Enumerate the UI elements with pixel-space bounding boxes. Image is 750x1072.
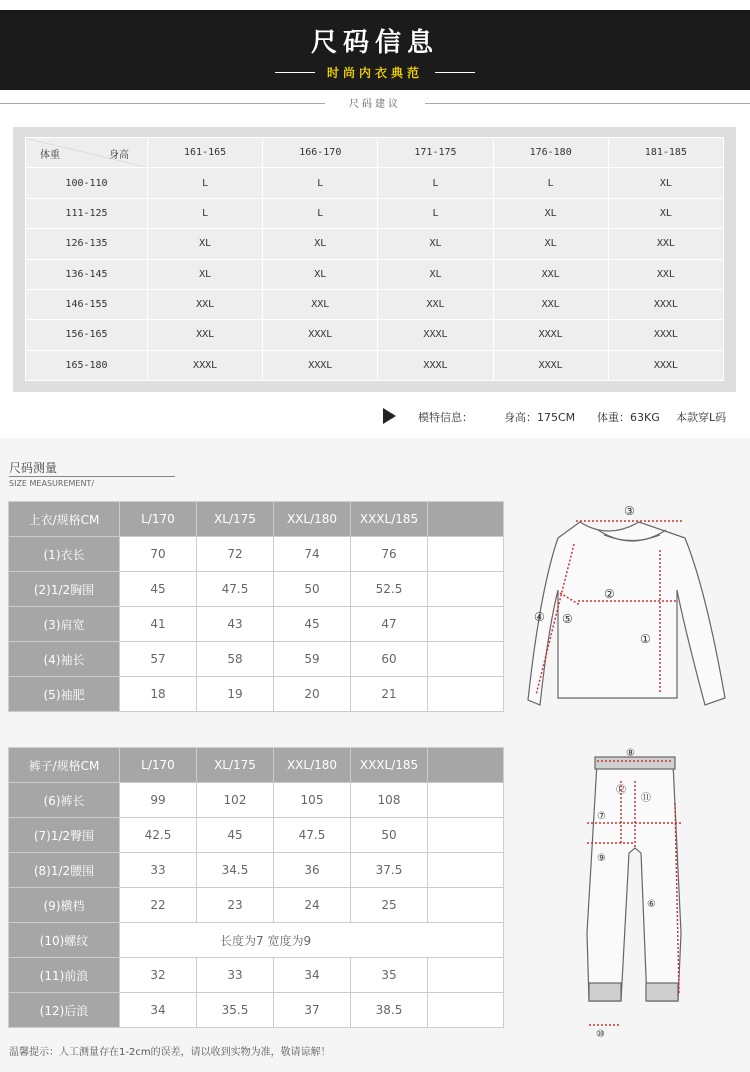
table-row (26, 168, 724, 198)
header-cell: XXL/180 (274, 502, 351, 537)
value-cell: 34.5 (197, 853, 274, 888)
label-9: ⑨ (597, 853, 606, 864)
value-cell: 20 (274, 677, 351, 712)
table-row (9, 888, 504, 923)
value-cell: 45 (197, 818, 274, 853)
table-row (26, 198, 724, 228)
table-row (9, 572, 504, 607)
value-cell: 36 (274, 853, 351, 888)
value-cell: 76 (351, 537, 428, 572)
row-label: (2)1/2胸围 (9, 572, 120, 607)
label-7: ⑦ (597, 811, 606, 822)
weight-cell: 156-165 (26, 320, 148, 350)
label-6: ⑥ (647, 899, 656, 910)
value-cell (428, 958, 504, 993)
value-cell: 37 (274, 993, 351, 1028)
row-label: (8)1/2腰围 (9, 853, 120, 888)
label-8: ⑧ (626, 748, 635, 759)
header-cell (428, 502, 504, 537)
size-cell: XL (148, 259, 263, 289)
weight-cell: 126-135 (26, 229, 148, 259)
page-subtitle: 时尚内衣典范 (326, 66, 423, 80)
size-cell: XXXL (263, 320, 378, 350)
size-cell: L (493, 168, 608, 198)
row-label: (11)前浪 (9, 958, 120, 993)
size-cell: XXL (148, 320, 263, 350)
value-cell (428, 853, 504, 888)
value-cell: 50 (351, 818, 428, 853)
value-cell: 43 (197, 607, 274, 642)
label-10: ⑩ (596, 1029, 605, 1040)
row-label: (4)袖长 (9, 642, 120, 677)
size-cell: XL (378, 229, 493, 259)
model-label: 模特信息： (418, 411, 473, 424)
model-height: 身高：175CM (504, 411, 576, 424)
table-header-row (9, 748, 504, 783)
value-cell: 21 (351, 677, 428, 712)
table-row (26, 229, 724, 259)
size-suggestion-table (25, 137, 724, 381)
size-cell: XL (493, 198, 608, 228)
size-cell: XL (493, 229, 608, 259)
value-cell (428, 607, 504, 642)
value-cell: 47 (351, 607, 428, 642)
size-cell: L (148, 198, 263, 228)
value-cell: 74 (274, 537, 351, 572)
value-cell: 102 (197, 783, 274, 818)
size-cell: XXXL (493, 320, 608, 350)
size-cell: XL (263, 259, 378, 289)
weight-cell: 146-155 (26, 289, 148, 319)
size-cell: XXXL (378, 320, 493, 350)
size-cell: L (378, 198, 493, 228)
label-3: ③ (624, 504, 635, 518)
weight-cell: 165-180 (26, 350, 148, 380)
measurement-underline (9, 476, 175, 477)
value-cell: 19 (197, 677, 274, 712)
height-col: 161-165 (148, 138, 263, 168)
height-col: 166-170 (263, 138, 378, 168)
row-label: (7)1/2臀围 (9, 818, 120, 853)
pants-measurement-table (8, 747, 504, 1028)
value-cell: 34 (120, 993, 197, 1028)
pants-diagram (575, 743, 695, 1043)
size-cell: L (263, 168, 378, 198)
value-cell: 70 (120, 537, 197, 572)
size-cell: XXL (263, 289, 378, 319)
table-row (26, 320, 724, 350)
weight-cell: 136-145 (26, 259, 148, 289)
value-cell (428, 818, 504, 853)
section-label: 尺码建议 (325, 95, 425, 110)
value-cell: 25 (351, 888, 428, 923)
row-label: (12)后浪 (9, 993, 120, 1028)
table-row (9, 853, 504, 888)
height-header: 身高 (109, 150, 129, 161)
table-row (9, 923, 504, 958)
table-row (9, 537, 504, 572)
value-cell: 105 (274, 783, 351, 818)
value-cell: 50 (274, 572, 351, 607)
row-label: (3)肩宽 (9, 607, 120, 642)
size-cell: XXXL (263, 350, 378, 380)
size-cell: L (148, 168, 263, 198)
table-row (9, 958, 504, 993)
value-cell: 41 (120, 607, 197, 642)
size-cell: XL (608, 198, 723, 228)
size-cell: L (378, 168, 493, 198)
size-cell: XXXL (378, 350, 493, 380)
height-col: 171-175 (378, 138, 493, 168)
size-cell: XXXL (608, 350, 723, 380)
size-cell: L (263, 198, 378, 228)
size-cell: XL (148, 229, 263, 259)
row-label: (5)袖肥 (9, 677, 120, 712)
value-cell: 52.5 (351, 572, 428, 607)
size-cell: XXXL (608, 320, 723, 350)
row-label: (9)横档 (9, 888, 120, 923)
size-cell: XXXL (493, 350, 608, 380)
value-cell (428, 783, 504, 818)
value-cell: 34 (274, 958, 351, 993)
value-cell (428, 572, 504, 607)
value-cell: 58 (197, 642, 274, 677)
value-cell: 57 (120, 642, 197, 677)
size-cell: XXL (493, 289, 608, 319)
table-row (9, 642, 504, 677)
corner-cell (26, 138, 148, 168)
size-cell: XL (263, 229, 378, 259)
measurement-subtitle: SIZE MEASUREMENT/ (9, 479, 95, 488)
header-cell (428, 748, 504, 783)
value-cell: 23 (197, 888, 274, 923)
value-cell: 35.5 (197, 993, 274, 1028)
header-cell: 上衣/规格CM (9, 502, 120, 537)
value-cell: 22 (120, 888, 197, 923)
size-suggestion-panel (13, 127, 736, 392)
label-2: ② (604, 587, 615, 601)
size-cell: XXL (148, 289, 263, 319)
header-banner (0, 10, 750, 90)
header-cell: XXXL/185 (351, 502, 428, 537)
top-measurement-table (8, 501, 504, 712)
measurement-tip: 温馨提示：人工测量存在1-2cm的误差，请以收到实物为准，敬请谅解！ (9, 1047, 331, 1058)
page-title: 尺码信息 (310, 28, 439, 58)
value-cell: 59 (274, 642, 351, 677)
size-cell: XL (608, 168, 723, 198)
weight-cell: 100-110 (26, 168, 148, 198)
size-cell: XXXL (608, 289, 723, 319)
header-cell: XL/175 (197, 748, 274, 783)
row-label: (10)螺纹 (9, 923, 120, 958)
table-row (26, 259, 724, 289)
size-cell: XXXL (148, 350, 263, 380)
weight-cell: 111-125 (26, 198, 148, 228)
table-header-row (9, 502, 504, 537)
label-1: ① (640, 632, 651, 646)
value-cell: 37.5 (351, 853, 428, 888)
value-cell: 32 (120, 958, 197, 993)
size-cell: XXL (493, 259, 608, 289)
value-cell: 24 (274, 888, 351, 923)
size-cell: XL (378, 259, 493, 289)
value-cell (428, 888, 504, 923)
value-cell: 47.5 (274, 818, 351, 853)
table-row (9, 677, 504, 712)
value-cell: 45 (120, 572, 197, 607)
value-cell (428, 677, 504, 712)
header-cell: L/170 (120, 502, 197, 537)
label-4: ④ (534, 610, 545, 624)
value-cell (428, 642, 504, 677)
subtitle-line-right (435, 72, 475, 73)
height-col: 176-180 (493, 138, 608, 168)
table-row (9, 607, 504, 642)
weight-header: 体重 (40, 150, 60, 162)
value-cell: 38.5 (351, 993, 428, 1028)
header-cell: L/170 (120, 748, 197, 783)
value-cell: 60 (351, 642, 428, 677)
value-cell (428, 537, 504, 572)
table-row (9, 783, 504, 818)
size-cell: XXL (608, 259, 723, 289)
table-row (26, 289, 724, 319)
header-cell: XL/175 (197, 502, 274, 537)
value-cell: 42.5 (120, 818, 197, 853)
value-cell (428, 993, 504, 1028)
rib-value-cell: 长度为7 宽度为9 (120, 923, 504, 958)
label-11: ⑪ (641, 793, 651, 804)
value-cell: 33 (197, 958, 274, 993)
row-label: (1)衣长 (9, 537, 120, 572)
header-cell: XXXL/185 (351, 748, 428, 783)
value-cell: 33 (120, 853, 197, 888)
size-cell: XXL (608, 229, 723, 259)
table-row (9, 818, 504, 853)
label-12: ⑫ (616, 785, 626, 796)
value-cell: 47.5 (197, 572, 274, 607)
value-cell: 45 (274, 607, 351, 642)
header-cell: 裤子/规格CM (9, 748, 120, 783)
model-weight: 体重：63KG (597, 411, 660, 424)
header-cell: XXL/180 (274, 748, 351, 783)
model-size: 本款穿L码 (676, 411, 727, 424)
value-cell: 18 (120, 677, 197, 712)
measurement-title: 尺码测量 (9, 461, 58, 475)
shirt-diagram (520, 500, 750, 715)
value-cell: 108 (351, 783, 428, 818)
play-triangle-icon (383, 408, 396, 424)
value-cell: 35 (351, 958, 428, 993)
height-col: 181-185 (608, 138, 723, 168)
value-cell: 72 (197, 537, 274, 572)
size-cell: XXL (378, 289, 493, 319)
table-row (9, 993, 504, 1028)
label-5: ⑤ (562, 612, 573, 626)
value-cell: 99 (120, 783, 197, 818)
table-row (26, 350, 724, 380)
row-label: (6)裤长 (9, 783, 120, 818)
